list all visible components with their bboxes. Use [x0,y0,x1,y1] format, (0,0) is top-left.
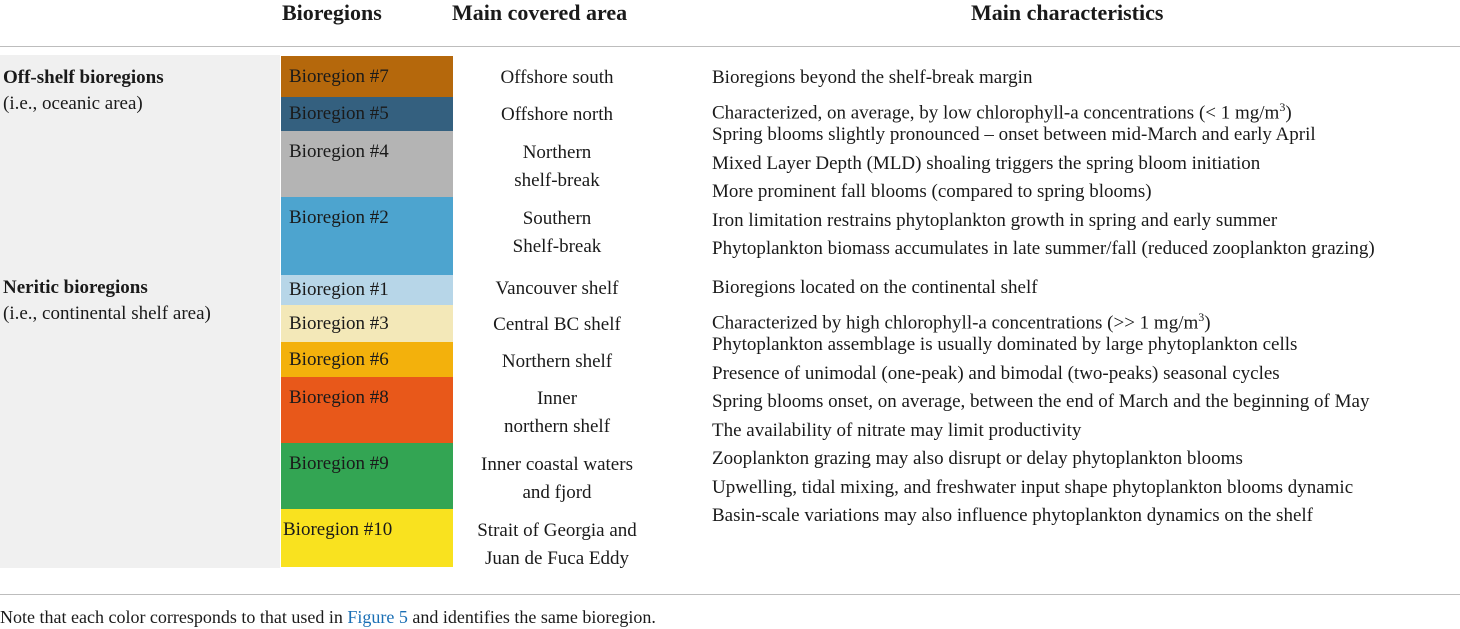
covered-area-line: Strait of Georgia and [477,520,637,541]
characteristic-line [712,93,1375,122]
covered-area-line: Inner [536,388,578,409]
bioregion-swatch [281,305,453,342]
covered-area-line: Central BC shelf [493,314,621,335]
group-subtitle: (i.e., continental shelf area) [3,303,211,324]
bioregion-label: Bioregion #8 [289,387,389,408]
covered-area-line: Inner coastal waters [481,454,633,475]
characteristic-line: Mixed Layer Depth (MLD) shoaling triggers the spring bloom initiation [712,152,1261,174]
covered-area-cell [462,311,652,339]
characteristic-text: Characterized by high chlorophyll-a concentrations (>> 1 mg/m [712,311,1199,333]
covered-area-line: Vancouver shelf [495,278,619,299]
covered-area-line: northern shelf [503,416,611,437]
characteristic-line: Spring blooms onset, on average, between the end of March and the beginning of May [712,391,1370,412]
characteristic-line: Upwelling, tidal mixing, and freshwater input shape phytoplankton blooms dynamic [712,476,1354,498]
characteristic-text-end: ) [1204,311,1211,333]
characteristic-line [712,303,1369,332]
superscript-exponent: 3 [1198,309,1205,324]
covered-area-line: shelf-break [514,170,600,191]
superscript-exponent: 3 [1279,99,1286,114]
covered-area-cell [462,205,652,261]
characteristic-line: Phytoplankton biomass accumulates in late summer/fall (reduced zooplankton grazing) [712,238,1375,259]
table-note [0,605,656,629]
characteristic-line: The availability of nitrate may limit productivity [712,419,1082,441]
bioregion-label: Bioregion #1 [289,279,389,300]
covered-area-cell [462,275,652,303]
bioregion-swatch [281,443,453,509]
bioregion-label: Bioregion #9 [289,453,389,474]
group-title: Neritic bioregions [3,277,148,298]
characteristic-text: Characterized, on average, by low chlorophyll-a concentrations (< 1 mg/m [712,101,1280,123]
characteristic-line: More prominent fall blooms (compared to spring blooms) [712,181,1152,202]
characteristic-line: Bioregions beyond the shelf-break margin [712,67,1033,88]
bioregion-label: Bioregion #10 [283,519,393,540]
bioregion-label: Bioregion #5 [289,103,389,124]
covered-area-cell [462,385,652,441]
bioregion-swatch [281,509,453,567]
characteristic-line: Basin-scale variations may also influence phytoplankton dynamics on the shelf [712,505,1313,526]
note-text-before: Note that each color corresponds to that used in [0,607,348,627]
covered-area-line: Northern [522,142,592,163]
bioregion-label: Bioregion #6 [289,348,389,370]
note-text-after: and identifies the same bioregion. [407,607,656,627]
bioregion-swatch [281,97,453,131]
group-neritic [3,275,211,327]
covered-area-line: Southern [522,208,592,229]
off-shelf-characteristics [712,64,1375,264]
bioregion-label: Bioregion #4 [289,141,389,162]
header-rule [0,46,1460,47]
covered-area-cell [462,348,652,376]
bioregion-swatch [281,56,453,97]
bioregion-swatch [281,377,453,443]
group-off-shelf [3,65,164,117]
header-main-covered-area: Main covered area [452,0,628,25]
bioregion-label: Bioregion #2 [289,207,389,228]
covered-area-cell [462,101,652,129]
header-bioregions: Bioregions [282,0,382,25]
characteristic-line: Iron limitation restrains phytoplankton growth in spring and early summer [712,209,1278,231]
figure-5-link[interactable]: Figure 5 [347,607,408,627]
covered-area-line: Offshore south [500,67,614,88]
covered-area-line: Northern shelf [501,351,613,372]
bioregion-swatch [281,342,453,377]
footer-rule [0,594,1460,595]
characteristic-line: Zooplankton grazing may also disrupt or delay phytoplankton blooms [712,448,1243,469]
covered-area-cell [462,64,652,92]
group-title: Off-shelf bioregions [3,67,164,88]
bioregion-label: Bioregion #3 [289,312,389,334]
characteristic-line: Phytoplankton assemblage is usually dominated by large phytoplankton cells [712,334,1298,355]
covered-area-line: Offshore north [500,104,614,125]
neritic-characteristics [712,274,1369,531]
bioregion-label: Bioregion #7 [289,65,389,87]
bioregion-swatch [281,275,453,305]
covered-area-line: Shelf-break [512,236,602,257]
covered-area-cell [462,517,652,573]
characteristic-line: Presence of unimodal (one-peak) and bimodal (two-peaks) seasonal cycles [712,362,1280,384]
covered-area-line: and fjord [522,482,592,503]
covered-area-line: Juan de Fuca Eddy [484,548,630,569]
group-subtitle: (i.e., oceanic area) [3,93,143,114]
bioregion-swatch [281,131,453,197]
bioregion-swatch [281,197,453,275]
characteristic-line: Bioregions located on the continental shelf [712,277,1038,298]
covered-area-cell [462,139,652,195]
characteristic-text-end: ) [1285,101,1292,123]
header-main-characteristics: Main characteristics [971,0,1164,25]
characteristic-line: Spring blooms slightly pronounced – onset between mid-March and early April [712,124,1316,145]
covered-area-cell [462,451,652,507]
